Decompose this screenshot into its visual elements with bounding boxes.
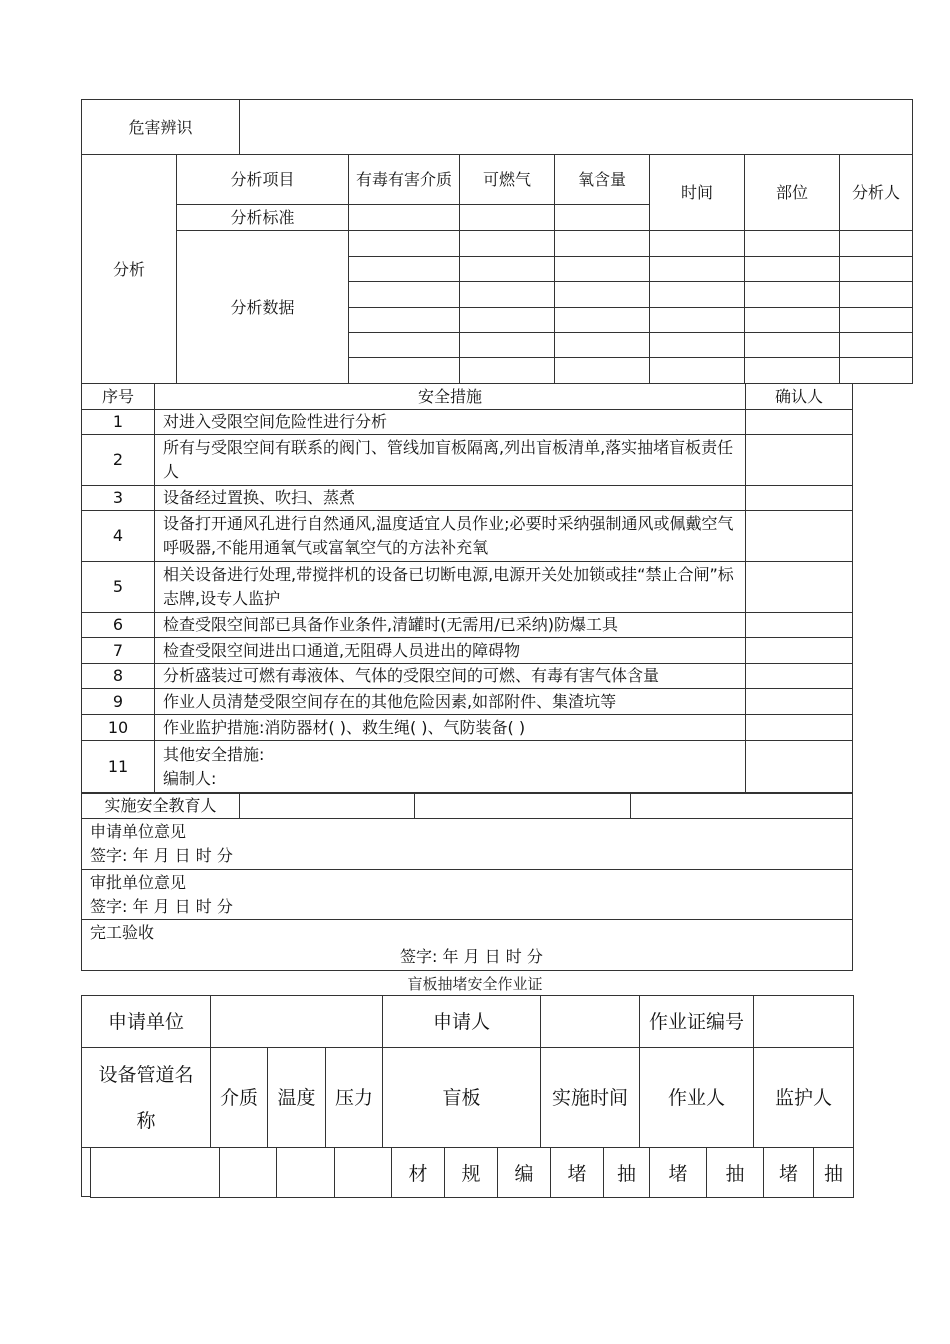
measure-no: 10 bbox=[82, 715, 155, 741]
permit-subheader-table bbox=[90, 1147, 854, 1198]
measures-table bbox=[81, 383, 853, 793]
data-cell[interactable] bbox=[555, 282, 650, 308]
applicant-opinion[interactable] bbox=[82, 819, 853, 870]
temperature-label: 温度 bbox=[268, 1048, 326, 1148]
confirm-cell[interactable] bbox=[746, 715, 853, 741]
data-cell[interactable] bbox=[460, 358, 555, 384]
education-cell[interactable] bbox=[240, 794, 415, 819]
education-cell[interactable] bbox=[415, 794, 631, 819]
measure-text: 设备打开通风孔进行自然通风,温度适宜人员作业;必要时采纳强制通风或佩戴空气呼吸器,不能用通氧气或富氧空气的方法补充氧 bbox=[155, 511, 746, 562]
data-cell[interactable] bbox=[460, 308, 555, 333]
confirm-cell[interactable] bbox=[746, 511, 853, 562]
applicant-label: 申请人 bbox=[383, 996, 541, 1048]
medium-label: 介质 bbox=[211, 1048, 268, 1148]
measure-text: 检查受限空间进出口通道,无阻碍人员进出的障碍物 bbox=[155, 638, 746, 664]
data-cell[interactable] bbox=[650, 282, 745, 308]
measure-no: 1 bbox=[82, 410, 155, 435]
applicant-value[interactable] bbox=[541, 996, 640, 1048]
data-cell[interactable] bbox=[555, 257, 650, 282]
education-cell[interactable] bbox=[631, 794, 853, 819]
data-cell[interactable] bbox=[745, 308, 840, 333]
data-cell[interactable] bbox=[840, 282, 913, 308]
measure-no: 9 bbox=[82, 689, 155, 715]
measure-text bbox=[155, 741, 746, 793]
measure-no: 4 bbox=[82, 511, 155, 562]
confirm-cell[interactable] bbox=[746, 410, 853, 435]
equipment-cell[interactable] bbox=[91, 1148, 220, 1198]
col-time: 时间 bbox=[650, 155, 745, 231]
data-cell[interactable] bbox=[840, 257, 913, 282]
col-analyst: 分析人 bbox=[840, 155, 913, 231]
applicant-unit-value[interactable] bbox=[211, 996, 383, 1048]
confirm-cell[interactable] bbox=[746, 689, 853, 715]
data-cell[interactable] bbox=[349, 231, 460, 257]
data-cell[interactable] bbox=[650, 231, 745, 257]
permit-title: 盲板抽堵安全作业证 bbox=[407, 975, 543, 993]
hazard-value[interactable] bbox=[240, 100, 913, 155]
measure-no: 5 bbox=[82, 562, 155, 613]
data-cell[interactable] bbox=[460, 282, 555, 308]
applicant-unit-label: 申请单位 bbox=[82, 996, 211, 1048]
sign-line: 签字: 年 月 日 时 分 bbox=[90, 846, 233, 865]
measure-no: 6 bbox=[82, 613, 155, 638]
data-cell[interactable] bbox=[840, 358, 913, 384]
col-confirm: 确认人 bbox=[746, 384, 853, 410]
completion-label: 完工验收 bbox=[90, 923, 155, 942]
impl-time-label: 实施时间 bbox=[541, 1048, 640, 1148]
data-cell[interactable] bbox=[840, 231, 913, 257]
sub-header-draw: 抽 bbox=[814, 1148, 854, 1198]
measure-text: 作业监护措施:消防器材( )、救生绳( )、气防装备( ) bbox=[155, 715, 746, 741]
compiler-label: 编制人: bbox=[163, 768, 217, 788]
data-cell[interactable] bbox=[745, 257, 840, 282]
permit-no-label: 作业证编号 bbox=[640, 996, 754, 1048]
measure-no: 7 bbox=[82, 638, 155, 664]
data-cell[interactable] bbox=[650, 358, 745, 384]
measure-text: 检查受限空间部已具备作业条件,清罐时(无需用/已采纳)防爆工具 bbox=[155, 613, 746, 638]
sub-header-spec: 规 bbox=[445, 1148, 498, 1198]
data-cell[interactable] bbox=[650, 308, 745, 333]
measure-text: 对进入受限空间危险性进行分析 bbox=[155, 410, 746, 435]
approval-table bbox=[81, 793, 853, 971]
measure-text: 作业人员清楚受限空间存在的其他危险因素,如部附件、集渣坑等 bbox=[155, 689, 746, 715]
measure-no: 8 bbox=[82, 664, 155, 689]
completion-acceptance[interactable] bbox=[82, 920, 853, 971]
equipment-label-line1: 设备管道名 bbox=[98, 1063, 194, 1086]
confirm-cell[interactable] bbox=[746, 664, 853, 689]
equipment-label-line2: 称 bbox=[136, 1109, 156, 1132]
data-cell[interactable] bbox=[650, 257, 745, 282]
permit-table bbox=[81, 995, 854, 1148]
data-cell[interactable] bbox=[349, 282, 460, 308]
analysis-item-label: 分析项目 bbox=[177, 155, 349, 205]
measure-no: 11 bbox=[82, 741, 155, 793]
approver-opinion[interactable] bbox=[82, 870, 853, 920]
confirm-cell[interactable] bbox=[746, 613, 853, 638]
data-cell[interactable] bbox=[840, 333, 913, 358]
confirm-cell[interactable] bbox=[746, 486, 853, 511]
standard-cell[interactable] bbox=[555, 205, 650, 231]
col-toxic: 有毒有害介质 bbox=[349, 155, 460, 205]
measure-no: 3 bbox=[82, 486, 155, 511]
data-cell[interactable] bbox=[745, 333, 840, 358]
data-cell[interactable] bbox=[349, 358, 460, 384]
measure-text: 所有与受限空间有联系的阀门、管线加盲板隔离,列出盲板清单,落实抽堵盲板责任人 bbox=[155, 435, 746, 486]
sub-header-block: 堵 bbox=[650, 1148, 707, 1198]
data-cell[interactable] bbox=[349, 308, 460, 333]
sign-line: 签字: 年 月 日 时 分 bbox=[400, 947, 543, 966]
confirm-cell[interactable] bbox=[746, 562, 853, 613]
standard-cell[interactable] bbox=[460, 205, 555, 231]
measure-text: 分析盛装过可燃有毒液体、气体的受限空间的可燃、有毒有害气体含量 bbox=[155, 664, 746, 689]
confirm-cell[interactable] bbox=[746, 638, 853, 664]
col-location: 部位 bbox=[745, 155, 840, 231]
analysis-table bbox=[81, 99, 913, 384]
applicant-opinion-label: 申请单位意见 bbox=[90, 822, 187, 841]
col-oxygen: 氧含量 bbox=[555, 155, 650, 205]
pressure-label: 压力 bbox=[326, 1048, 383, 1148]
temperature-cell[interactable] bbox=[277, 1148, 335, 1198]
measure-no: 2 bbox=[82, 435, 155, 486]
sub-header-material: 材 bbox=[392, 1148, 445, 1198]
equipment-label bbox=[82, 1048, 211, 1148]
other-measures-label: 其他安全措施: bbox=[163, 744, 265, 764]
data-cell[interactable] bbox=[460, 333, 555, 358]
sub-header-code: 编 bbox=[498, 1148, 551, 1198]
data-cell[interactable] bbox=[650, 333, 745, 358]
worker-label: 作业人 bbox=[640, 1048, 754, 1148]
blind-label: 盲板 bbox=[383, 1048, 541, 1148]
measure-text: 设备经过置换、吹扫、蒸煮 bbox=[155, 486, 746, 511]
approver-opinion-label: 审批单位意见 bbox=[90, 872, 187, 892]
data-cell[interactable] bbox=[745, 358, 840, 384]
data-cell[interactable] bbox=[555, 308, 650, 333]
data-cell[interactable] bbox=[555, 358, 650, 384]
analysis-standard-label: 分析标准 bbox=[177, 205, 349, 231]
supervisor-label: 监护人 bbox=[754, 1048, 854, 1148]
education-label: 实施安全教育人 bbox=[82, 794, 240, 819]
sub-header-block: 堵 bbox=[551, 1148, 604, 1198]
data-cell[interactable] bbox=[555, 333, 650, 358]
data-cell[interactable] bbox=[460, 231, 555, 257]
data-cell[interactable] bbox=[555, 231, 650, 257]
hazard-label: 危害辨识 bbox=[82, 100, 240, 155]
measure-text: 相关设备进行处理,带搅拌机的设备已切断电源,电源开关处加锁或挂“禁止合闸”标志牌,设专人监护 bbox=[155, 562, 746, 613]
data-cell[interactable] bbox=[840, 308, 913, 333]
analysis-label: 分析 bbox=[82, 155, 177, 384]
confirm-cell[interactable] bbox=[746, 435, 853, 486]
permit-no-value[interactable] bbox=[754, 996, 854, 1048]
sign-line: 签字: 年 月 日 时 分 bbox=[90, 896, 233, 916]
data-cell[interactable] bbox=[460, 257, 555, 282]
col-measure: 安全措施 bbox=[155, 384, 746, 410]
standard-cell[interactable] bbox=[349, 205, 460, 231]
data-cell[interactable] bbox=[745, 282, 840, 308]
data-cell[interactable] bbox=[349, 333, 460, 358]
medium-cell[interactable] bbox=[220, 1148, 277, 1198]
col-flammable: 可燃气 bbox=[460, 155, 555, 205]
confirm-cell[interactable] bbox=[746, 741, 853, 793]
sub-header-draw: 抽 bbox=[707, 1148, 764, 1198]
col-no: 序号 bbox=[82, 384, 155, 410]
data-cell[interactable] bbox=[349, 257, 460, 282]
pressure-cell[interactable] bbox=[335, 1148, 392, 1198]
data-cell[interactable] bbox=[745, 231, 840, 257]
analysis-data-label: 分析数据 bbox=[177, 231, 349, 384]
sub-header-block: 堵 bbox=[764, 1148, 814, 1198]
sub-header-draw: 抽 bbox=[604, 1148, 650, 1198]
